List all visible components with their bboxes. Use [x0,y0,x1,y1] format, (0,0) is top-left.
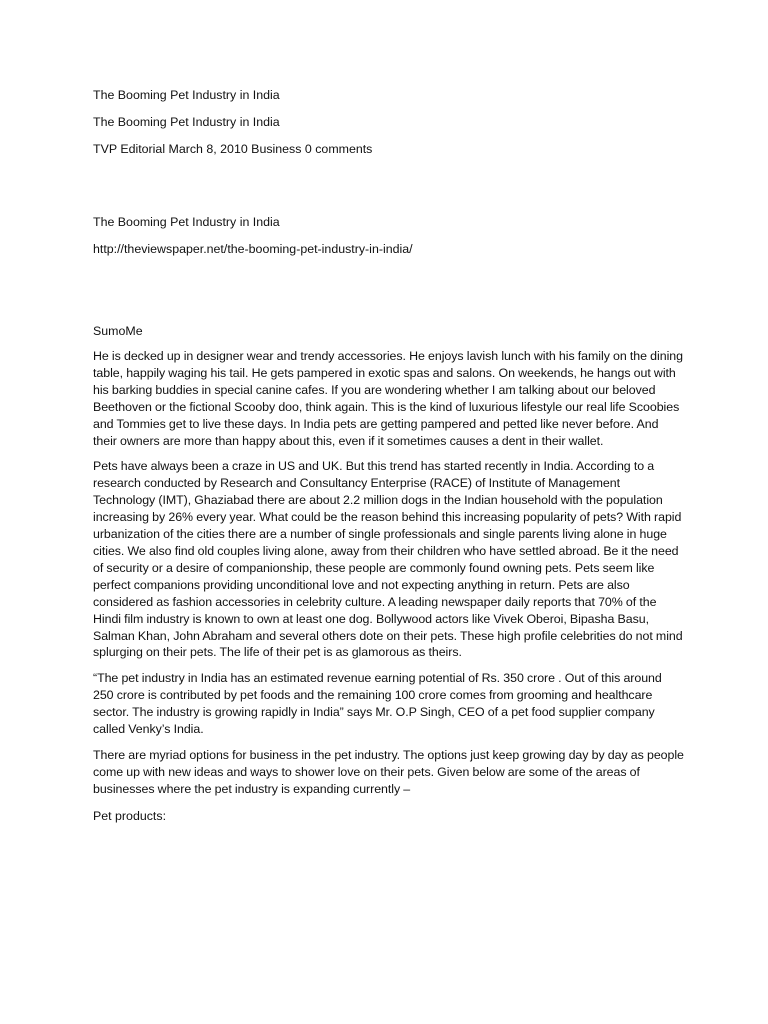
repeat-title: The Booming Pet Industry in India [93,215,280,229]
document-body [93,86,685,825]
byline: TVP Editorial March 8, 2010 Business 0 comments [93,142,373,156]
paragraph-1: He is decked up in designer wear and trendy accessories. He enjoys lavish lunch with his family on the dining table, happily waging his tail. He gets pampered in exotic spas and salons. On weekends, he hangs out with his barking buddies in special canine cafes. If you are wondering whether I am talking about our beloved Beethoven or the fictional Scooby doo, think again. This is the kind of luxurious lifestyle our real life Scoobies and Tommies get to live these days. In India pets are getting pampered and petted like never before. And their owners are more than happy about this, even if it sometimes causes a dent in their wallet. [93,349,683,448]
document-title: The Booming Pet Industry in India [93,88,280,102]
paragraph-4: There are myriad options for business in the pet industry. The options just keep growing day by day as people come up with new ideas and ways to shower love on their pets. Given below are some of the areas of businesses where the pet industry is expanding currently – [93,747,684,796]
paragraph-2: Pets have always been a craze in US and UK. But this trend has started recently in India. According to a research conducted by Research and Consultancy Enterprise (RACE) of Institute of Management Technology (IMT), Ghaziabad there are about 2.2 million dogs in the Indian household with the population increasing by 26% every year. What could be the reason behind this increasing popularity of pets? With rapid urbanization of the cities there are a number of single professionals and single parents living alone in huge cities. We also find old couples living alone, away from their children who have settled abroad. Be it the need of security or a desire of companionship, these people are commonly found owning pets. Pets seem like perfect companions providing unconditional love and not expecting anything in return. Pets are also considered as fashion accessories in celebrity culture. A leading newspaper daily reports that 70% of the Hindi film industry is known to own at least one dog. Bollywood actors like Vivek Oberoi, Bipasha Basu, Salman Khan, John Abraham and several others dote on their pets. These high profile celebrities do not mind splurging on their pets. The life of their pet is as glamorous as theirs. [93,459,683,660]
widget-label: SumoMe [93,324,143,338]
document-subtitle: The Booming Pet Industry in India [93,115,280,129]
source-url: http://theviewspaper.net/the-booming-pet-industry-in-india/ [93,242,413,256]
section-heading: Pet products: [93,808,167,823]
paragraph-3: “The pet industry in India has an estimated revenue earning potential of Rs. 350 crore . Out of this around 250 crore is contributed by pet foods and the remaining 100 crore comes from grooming and healthcare sector. The industry is growing rapidly in India” says Mr. O.P Singh, CEO of a pet food supplier company called Venky’s India. [93,671,662,737]
